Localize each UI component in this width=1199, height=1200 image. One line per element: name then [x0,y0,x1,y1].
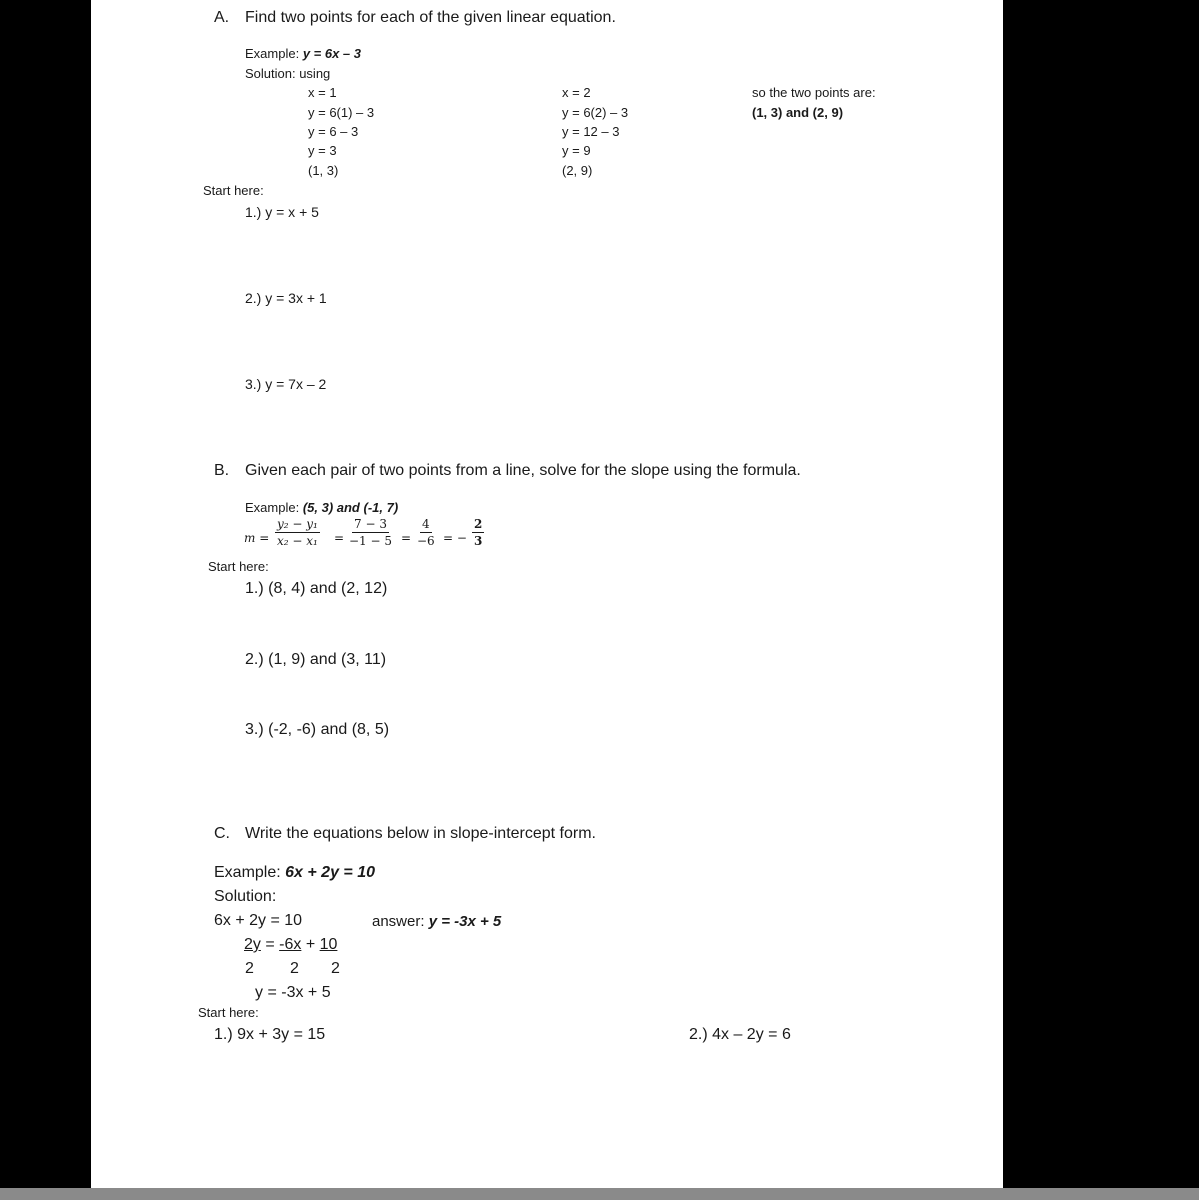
section-b-problem-2: 2.) (1, 9) and (3, 11) [245,651,387,668]
conclusion-points: (1, 3) and (2, 9) [752,105,844,120]
equals-sign: = [401,531,412,545]
section-a-example [245,47,361,60]
worksheet-page [91,0,1003,1188]
col1-line: y = 6 – 3 [308,124,359,139]
slope-m: m = [244,531,270,545]
section-b-example [245,501,398,514]
section-a-problem-3: 3.) y = 7x – 2 [245,376,327,392]
section-c-letter: C. [214,825,230,842]
answer [372,914,501,929]
simplified-fraction [415,518,437,547]
section-b-problem-1: 1.) (8, 4) and (2, 12) [245,580,388,597]
section-a-start-here: Start here: [203,183,264,198]
example-points: (5, 3) and (-1, 7) [302,500,399,515]
section-b-problem-3: 3.) (-2, -6) and (8, 5) [245,721,390,738]
section-b-letter: B. [214,462,230,479]
solution-step-1: 6x + 2y = 10 [214,912,303,929]
conclusion-label: so the two points are: [752,85,876,100]
section-c-example [214,865,375,881]
fraction-denominator: 3 [474,534,483,548]
slope-formula-fraction [275,518,320,547]
col2-line: x = 2 [562,85,591,100]
fraction-numerator: 7 − 3 [354,517,387,531]
answer-label: answer: [372,913,429,930]
section-a-problem-2: 2.) y = 3x + 1 [245,290,327,306]
col2-line: y = 6(2) – 3 [562,105,629,120]
term-neg6x: -6x [279,936,302,953]
section-b-start-here: Start here: [208,559,269,574]
term-2y: 2y [244,936,261,953]
solution-step-2 [244,937,337,953]
divisor: 2 [290,960,299,977]
answer-equation: y = -3x + 5 [428,913,502,930]
col2-line: y = 12 – 3 [562,124,620,139]
fraction-numerator: 4 [422,517,430,531]
section-a-problem-1: 1.) y = x + 5 [245,204,319,220]
section-c-start-here: Start here: [198,1005,259,1020]
example-label: Example: [245,46,303,61]
equals-sign: = − [443,531,467,545]
divisor: 2 [245,960,254,977]
col2-line: (2, 9) [562,163,593,178]
section-c-problem-1: 1.) 9x + 3y = 15 [214,1026,326,1043]
col1-line: x = 1 [308,85,337,100]
section-a-heading: Find two points for each of the given linear equation. [245,9,616,26]
fraction-denominator: x₂ − x₁ [277,534,318,548]
section-b-heading: Given each pair of two points from a line, solve for the slope using the formula. [245,462,801,479]
section-c-solution-label: Solution: [214,888,277,905]
equals: = [260,936,280,953]
col1-line: y = 3 [308,143,337,158]
example-label: Example: [245,500,303,515]
divisor: 2 [331,960,340,977]
plus: + [301,936,320,953]
section-a-solution-label: Solution: using [245,66,331,81]
section-c-heading: Write the equations below in slope-intercept form. [245,825,596,842]
section-a-letter: A. [214,9,230,26]
section-c-problem-2: 2.) 4x – 2y = 6 [689,1026,791,1043]
solution-step-4: y = -3x + 5 [255,984,331,1001]
term-10: 10 [319,936,338,953]
result-fraction [472,518,484,547]
fraction-numerator: y₂ − y₁ [277,517,318,531]
fraction-denominator: −1 − 5 [349,534,393,548]
col1-line: y = 6(1) – 3 [308,105,375,120]
fraction-denominator: −6 [417,534,435,548]
fraction-numerator: 2 [474,517,483,531]
example-equation: 6x + 2y = 10 [285,864,375,881]
equals-sign: = [334,531,345,545]
col1-line: (1, 3) [308,163,339,178]
substituted-fraction [347,518,394,547]
col2-line: y = 9 [562,143,591,158]
example-label: Example: [214,864,286,881]
bottom-scrollbar[interactable] [0,1188,1199,1200]
example-equation: y = 6x – 3 [302,46,362,61]
